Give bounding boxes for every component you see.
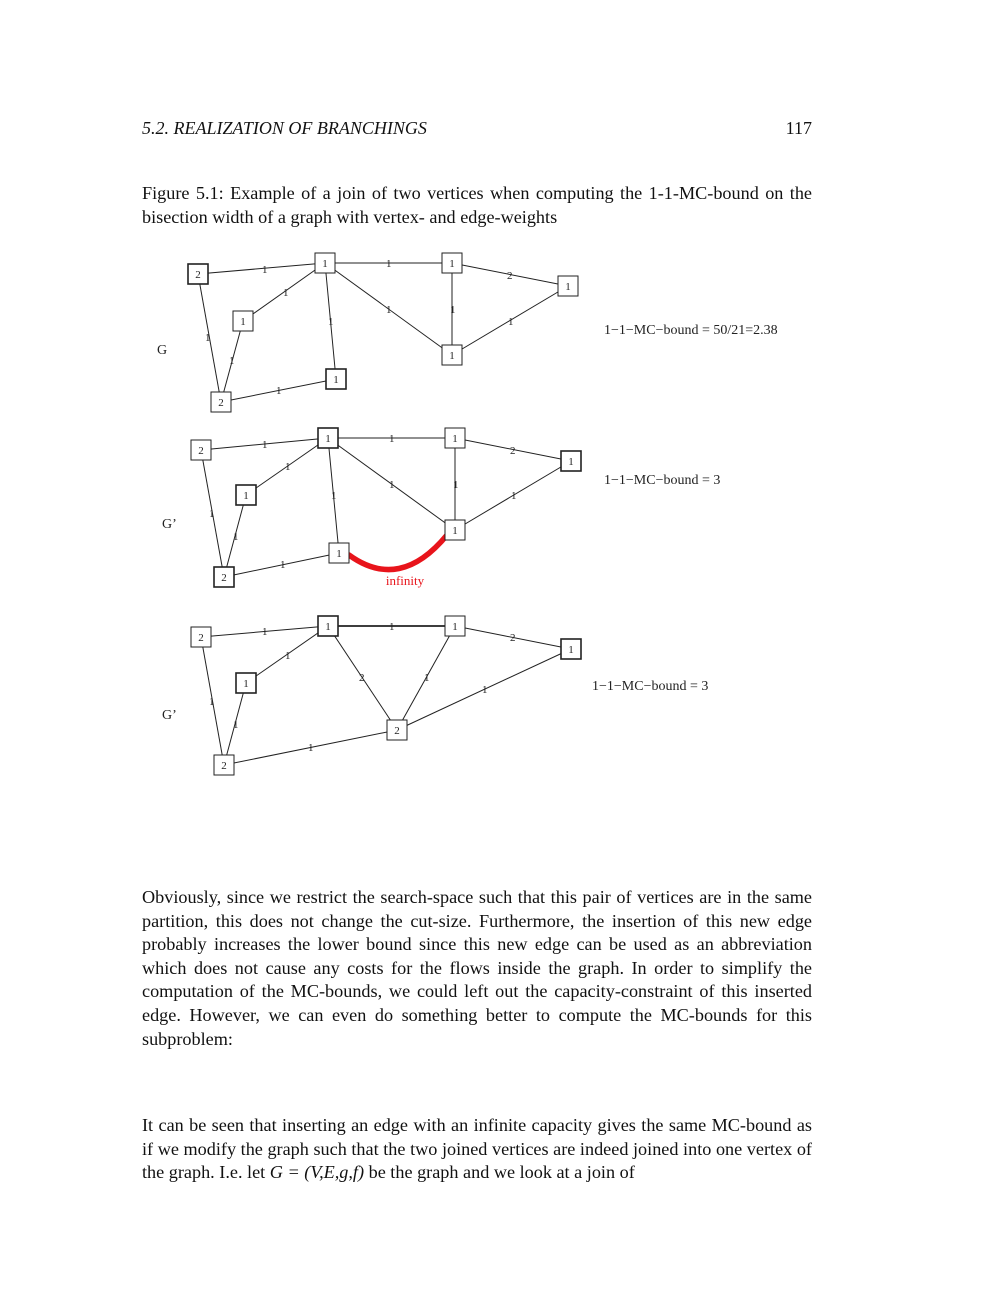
edge-weight: 1: [389, 433, 395, 445]
vertex-weight: 1: [449, 258, 455, 270]
edge-weight: 1: [482, 684, 488, 696]
vertex-weight: 2: [221, 760, 227, 772]
vertex: [561, 639, 581, 659]
vertex: [561, 451, 581, 471]
edge-weight: 1: [262, 264, 268, 276]
edge-weight: 1: [233, 719, 239, 731]
infinity-label: infinity: [385, 573, 425, 588]
edge-weight: 1: [276, 385, 282, 397]
graph-label: G: [157, 343, 168, 358]
vertex: [445, 520, 465, 540]
edge-weight: 1: [331, 490, 337, 502]
edge-weight: 1: [285, 650, 291, 662]
vertex-weight: 1: [336, 548, 342, 560]
vertex-weight: 1: [322, 258, 328, 270]
edge-weight: 1: [283, 287, 289, 299]
vertex: [236, 485, 256, 505]
vertex-weight: 2: [394, 725, 400, 737]
vertex-weight: 1: [449, 350, 455, 362]
vertex: [191, 440, 211, 460]
vertex: [233, 311, 253, 331]
vertex-weight: 1: [325, 621, 331, 633]
graph-label: G’: [162, 708, 177, 723]
vertex-weight: 2: [218, 397, 224, 409]
body-paragraph: Obviously, since we restrict the search-space such that this pair of vertices are in the same partition, this does not change the cut-size. Furthermore, the insertion of this new edge probably increases the lower bound since this new edge can be used as an abbreviation which does not cause any costs for the flows inside the graph. In order to simplify the computation of the MC-bounds, we could left out the capacity-constraint of this inserted edge. However, we can even do something better to compute the MC-bounds for this subproblem:: [142, 887, 812, 1049]
paragraph-text: It can be seen that inserting an edge with an infinite capacity gives the same MC-bound as if we modify the graph such that the two joined vertices are indeed joined into one vertex of the graph. I.e. let: [142, 1115, 812, 1183]
vertex-weight: 1: [452, 621, 458, 633]
edge-weight: 1: [233, 531, 239, 543]
edge-weight: 1: [229, 355, 235, 367]
vertex-weight: 1: [568, 456, 574, 468]
edge-weight: 1: [308, 742, 314, 754]
vertex: [442, 253, 462, 273]
edge-weight: 1: [280, 559, 286, 571]
graph-label: G’: [162, 517, 177, 532]
vertex-weight: 2: [198, 445, 204, 457]
vertex: [329, 543, 349, 563]
edge-weight: 1: [262, 626, 268, 638]
vertex: [558, 276, 578, 296]
graph-g: [157, 253, 778, 412]
edge-weight: 1: [386, 304, 392, 316]
vertex: [318, 428, 338, 448]
vertex-weight: 1: [243, 678, 249, 690]
vertex: [445, 616, 465, 636]
edge-weight: 1: [453, 479, 459, 491]
vertex: [315, 253, 335, 273]
edge-weight: 1: [386, 258, 392, 270]
vertex: [214, 755, 234, 775]
edge-weight: 1: [209, 508, 215, 520]
paragraph-text: be the graph and we look at a join of: [368, 1162, 635, 1183]
math-expression: G = (V,E,g,f): [269, 1162, 365, 1183]
vertex: [387, 720, 407, 740]
edge-weight: 1: [209, 696, 215, 708]
vertex-weight: 1: [565, 281, 571, 293]
infinity-edge: [349, 535, 447, 570]
vertex: [214, 567, 234, 587]
vertex: [188, 264, 208, 284]
edge-weight: 2: [510, 632, 516, 644]
edge-weight: 2: [359, 672, 365, 684]
edge-weight: 1: [262, 439, 268, 451]
vertex: [211, 392, 231, 412]
vertex-weight: 1: [333, 374, 339, 386]
edge-weight: 2: [507, 270, 513, 282]
vertex: [191, 627, 211, 647]
body-paragraph: [142, 1114, 812, 1185]
page-number: 117: [785, 118, 812, 138]
edge-weight: 1: [511, 490, 517, 502]
edge-weight: 1: [285, 461, 291, 473]
vertex-weight: 1: [243, 490, 249, 502]
vertex-weight: 2: [195, 269, 201, 281]
edge-weight: 1: [205, 332, 211, 344]
figure-caption: Figure 5.1: Example of a join of two vertices when computing the 1-1-MC-bound on the bisection width of a graph with vertex- and edge-weights: [142, 183, 812, 227]
vertex-weight: 1: [452, 525, 458, 537]
edge-weight: 1: [424, 672, 430, 684]
vertex-weight: 2: [221, 572, 227, 584]
bound-label: 1−1−MC−bound = 50/21=2.38: [604, 323, 778, 338]
graph-g-prime-1-edges: [201, 438, 571, 577]
vertex-weight: 1: [568, 644, 574, 656]
section-title: 5.2. REALIZATION OF BRANCHINGS: [142, 118, 427, 138]
vertex-weight: 1: [325, 433, 331, 445]
vertex: [442, 345, 462, 365]
graph-g-prime-2: [162, 616, 708, 775]
bound-label: 1−1−MC−bound = 3: [604, 473, 721, 488]
edge-weight: 2: [510, 445, 516, 457]
graph-g-prime-1: [162, 428, 720, 588]
edge-weight: 1: [389, 621, 395, 633]
vertex: [236, 673, 256, 693]
bound-label: 1−1−MC−bound = 3: [592, 679, 709, 694]
vertex-weight: 1: [452, 433, 458, 445]
vertex-weight: 1: [240, 316, 246, 328]
edge-weight: 1: [328, 316, 334, 328]
vertex: [326, 369, 346, 389]
graph-g-edges: [198, 263, 568, 402]
edge-weight: 1: [389, 479, 395, 491]
vertex: [318, 616, 338, 636]
edge-weight: 1: [508, 316, 514, 328]
vertex-weight: 2: [198, 632, 204, 644]
vertex: [445, 428, 465, 448]
graph-g-prime-2-edges: [201, 626, 571, 765]
edge-weight: 1: [450, 304, 456, 316]
